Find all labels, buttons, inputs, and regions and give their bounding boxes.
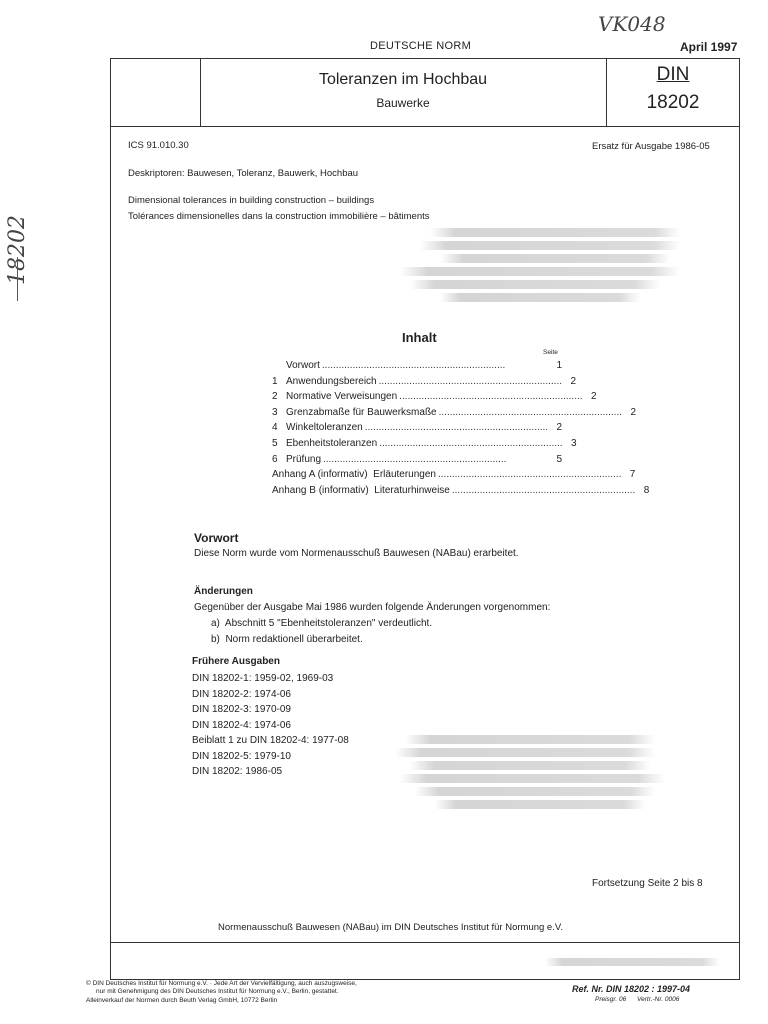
toc-leader: .................................................................. (378, 375, 562, 387)
previous-edition-item: Beiblatt 1 zu DIN 18202-4: 1977-08 (192, 735, 349, 746)
descriptors: Deskriptoren: Bauwesen, Toleranz, Bauwerk, Hochbau (128, 168, 359, 179)
toc-label: Grenzabmaße für Bauwerksmaße (286, 406, 437, 418)
title-english: Dimensional tolerances in building construction – buildings (128, 195, 375, 206)
document-subtitle: Bauwerke (376, 96, 430, 110)
toc-number: 6 (272, 453, 278, 465)
footer-stamp (545, 958, 725, 970)
reference-number: Ref. Nr. DIN 18202 : 1997-04 (572, 984, 691, 994)
changes-heading: Änderungen (194, 586, 253, 597)
toc-label: Ebenheitstoleranzen (286, 437, 378, 449)
toc-leader: .................................................................. (379, 437, 563, 449)
copyright-line: nur mit Genehmigung des DIN Deutsches Institut für Normung e.V., Berlin, gestattet. (96, 988, 339, 996)
toc-number: 5 (272, 437, 278, 449)
din-label: DIN (656, 64, 690, 85)
toc-entry (272, 484, 650, 501)
toc-number: 2 (272, 391, 278, 403)
toc-entry (272, 406, 636, 423)
previous-edition-item: DIN 18202-3: 1970-09 (192, 704, 291, 715)
toc-label: Anhang B (informativ) Literaturhinweise (272, 484, 450, 496)
foreword-text: Diese Norm wurde vom Normenausschuß Bauwesen (NABau) erarbeitet. (194, 548, 519, 559)
previous-edition-item: DIN 18202-2: 1974-06 (192, 688, 291, 700)
stamp-upper (400, 228, 690, 306)
toc-page: 2 (556, 422, 563, 434)
toc-page: 2 (590, 391, 597, 403)
toc-leader: .................................................................. (321, 360, 506, 371)
toc-number: 4 (272, 422, 278, 434)
copyright-line: © DIN Deutsches Institut für Normung e.V. · Jede Art der Vervielfältigung, auch auszugsweise, (86, 980, 357, 987)
table-of-contents (272, 360, 650, 500)
changes-intro: Gegenüber der Ausgabe Mai 1986 wurden folgende Änderungen vorgenommen: (194, 602, 551, 613)
toc-page: 8 (643, 484, 650, 496)
toc-page: 7 (629, 469, 636, 481)
ics-code: ICS 91.010.30 (128, 140, 189, 151)
previous-edition-item: DIN 18202-4: 1974-06 (192, 719, 291, 731)
din-number: 18202 (646, 92, 700, 113)
title-french: Tolérances dimensionelles dans la construction immobilière – bâtiments (128, 211, 430, 222)
previous-editions-list (192, 671, 349, 780)
toc-entry (272, 375, 576, 392)
price-group: Preisgr. 06 (595, 996, 627, 1003)
toc-number: 3 (272, 406, 278, 418)
toc-leader: .................................................................. (437, 469, 622, 481)
toc-leader: .................................................................. (438, 406, 622, 418)
stamp-lower (395, 735, 670, 813)
previous-edition-item: DIN 18202: 1986-05 (192, 766, 283, 777)
toc-page: 3 (571, 437, 577, 449)
foreword-heading: Vorwort (194, 531, 239, 545)
continuation-note: Fortsetzung Seite 2 bis 8 (592, 878, 703, 889)
previous-edition-item: DIN 18202-1: 1959-02, 1969-03 (192, 673, 334, 684)
change-item: a) Abschnitt 5 "Ebenheitstoleranzen" verdeutlicht. (211, 618, 433, 629)
handwritten-note-left: 18202 (5, 215, 30, 285)
toc-label: Prüfung (286, 453, 322, 465)
toc-leader: .................................................................. (451, 484, 636, 496)
toc-page: 2 (570, 375, 576, 387)
toc-page: 1 (556, 360, 562, 371)
toc-label: Normative Verweisungen (286, 391, 398, 403)
copyright-notice (86, 980, 357, 1005)
toc-leader: .................................................................. (364, 422, 549, 434)
copyright-line: Alleinverkauf der Normen durch Beuth Verlag GmbH, 10772 Berlin (86, 996, 278, 1004)
document-title: Toleranzen im Hochbau (318, 71, 488, 88)
toc-entry (272, 422, 562, 438)
header-column-divider (200, 58, 201, 126)
page-column-label: Seite (543, 349, 558, 356)
price-info (595, 996, 679, 1003)
toc-page: 2 (630, 406, 636, 418)
change-item: b) Norm redaktionell überarbeitet. (211, 634, 363, 645)
issue-date: April 1997 (680, 40, 738, 54)
footer-divider (110, 942, 740, 943)
committee-line: Normenausschuß Bauwesen (NABau) im DIN Deutsches Institut für Normung e.V. (218, 922, 563, 933)
previous-editions-heading: Frühere Ausgaben (192, 656, 280, 667)
toc-entry (272, 391, 597, 407)
contents-heading: Inhalt (402, 330, 437, 345)
header-divider (110, 126, 740, 127)
toc-label: Anwendungsbereich (286, 375, 377, 387)
previous-edition-item: DIN 18202-5: 1979-10 (192, 750, 291, 762)
handwritten-note-top: VK048 (598, 12, 666, 36)
margin-mark (17, 257, 18, 301)
toc-entry (272, 437, 577, 454)
sales-number: Vertr.-Nr. 0006 (637, 996, 680, 1003)
norm-type: DEUTSCHE NORM (370, 40, 472, 52)
toc-entry (272, 469, 636, 485)
toc-label: Anhang A (informativ) Erläuterungen (272, 469, 436, 481)
toc-page: 5 (556, 453, 562, 465)
toc-entry (272, 360, 562, 376)
toc-leader: .................................................................. (323, 453, 507, 465)
toc-number: 1 (272, 375, 278, 387)
toc-entry (272, 454, 562, 470)
toc-leader: .................................................................. (399, 391, 583, 403)
toc-label: Winkeltoleranzen (286, 422, 363, 434)
replaces-edition: Ersatz für Ausgabe 1986-05 (592, 141, 710, 152)
toc-label: Vorwort (286, 360, 320, 371)
